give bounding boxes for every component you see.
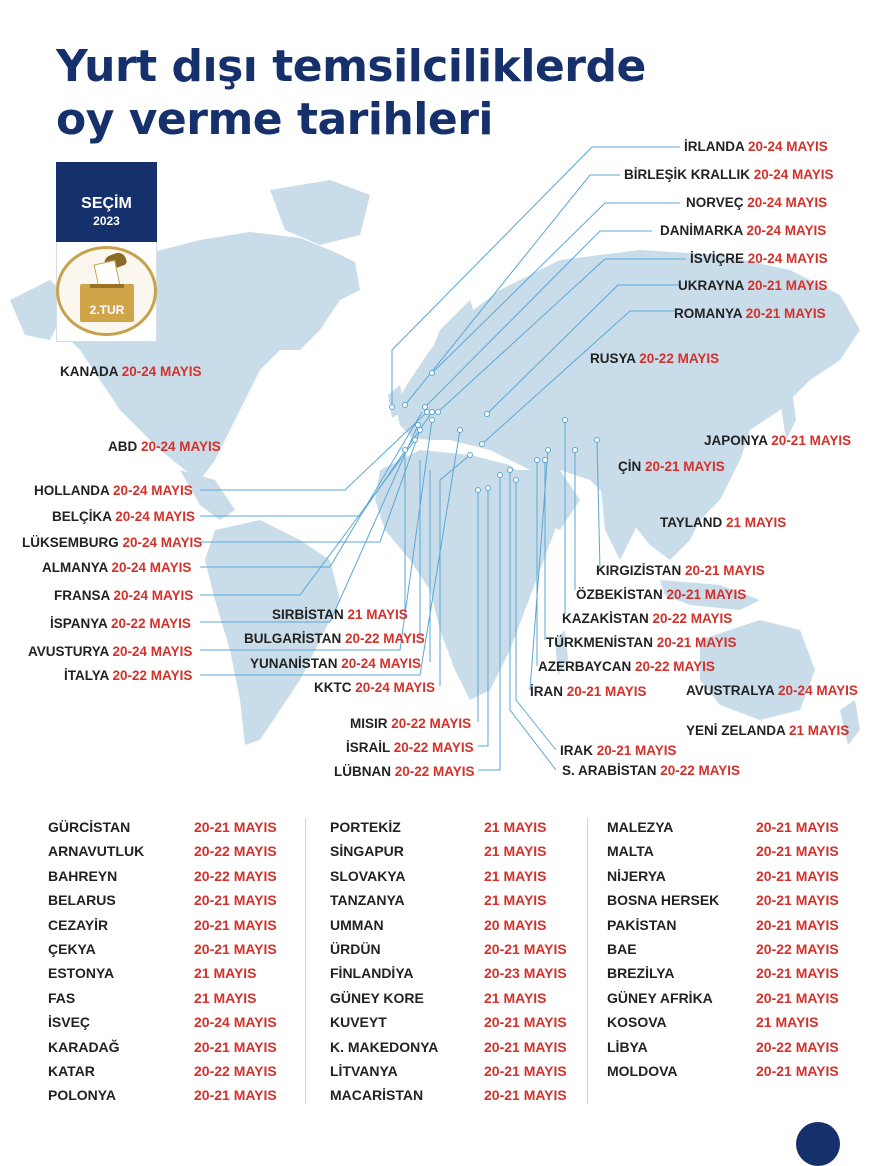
aa-logo-icon [796, 1122, 840, 1166]
map-label: KANADA 20-24 MAYIS [60, 364, 202, 379]
map-label: AVUSTRALYA 20-24 MAYIS [686, 683, 858, 698]
map-label: İSVİÇRE 20-24 MAYIS [690, 251, 828, 266]
map-label: LÜKSEMBURG 20-24 MAYIS [22, 535, 203, 550]
vote-date: 21 MAYIS [484, 867, 547, 884]
map-label: ÖZBEKİSTAN 20-21 MAYIS [576, 587, 747, 602]
vote-date: 20-21 MAYIS [194, 1038, 277, 1055]
vote-date: 20-21 MAYIS [194, 941, 277, 957]
map-label: YENİ ZELANDA 21 MAYIS [686, 723, 850, 738]
country-name: UMMAN [330, 916, 384, 933]
vote-date: 20-21 MAYIS [756, 892, 839, 909]
country-name: BELARUS [48, 892, 116, 909]
country-name: MALEZYA [607, 819, 674, 835]
title-line-2: oy verme tarihleri [56, 94, 493, 145]
map-label: HOLLANDA 20-24 MAYIS [34, 483, 193, 498]
country-name: CEZAYİR [48, 916, 109, 933]
vote-date: 20-22 MAYIS [194, 867, 277, 884]
country-name: MACARİSTAN [330, 1087, 424, 1104]
country-name: ÜRDÜN [330, 941, 381, 957]
map-label: BİRLEŞİK KRALLIK 20-24 MAYIS [624, 167, 834, 182]
map-label: ÇİN 20-21 MAYIS [618, 459, 725, 474]
vote-date: 20-21 MAYIS [194, 892, 277, 909]
country-name: BREZİLYA [607, 965, 675, 982]
map-label: NORVEÇ 20-24 MAYIS [686, 195, 828, 210]
ballot-box-slot [90, 284, 124, 288]
country-name: PORTEKİZ [330, 819, 401, 835]
map-label: UKRAYNA 20-21 MAYIS [678, 278, 828, 293]
vote-date: 20-24 MAYIS [194, 1014, 277, 1031]
map-label: İSRAİL 20-22 MAYIS [346, 740, 474, 755]
map-label: İTALYA 20-22 MAYIS [64, 668, 193, 683]
country-name: KATAR [48, 1063, 95, 1079]
map-label: ROMANYA 20-21 MAYIS [674, 306, 826, 321]
map-label: İRAN 20-21 MAYIS [530, 684, 647, 699]
vote-date: 20-21 MAYIS [484, 1014, 567, 1031]
country-name: PAKİSTAN [607, 916, 677, 933]
vote-date: 20-22 MAYIS [756, 1038, 839, 1055]
country-name: BAE [607, 941, 637, 957]
badge-year: 2023 [93, 214, 120, 228]
vote-date: 21 MAYIS [756, 1014, 819, 1031]
map-label: S. ARABİSTAN 20-22 MAYIS [562, 763, 741, 778]
vote-date: 21 MAYIS [194, 989, 257, 1006]
map-label: AVUSTURYA 20-24 MAYIS [28, 644, 193, 659]
country-name: SLOVAKYA [330, 867, 406, 884]
map-label: İRLANDA 20-24 MAYIS [684, 139, 828, 154]
country-name: GÜNEY AFRİKA [607, 989, 713, 1006]
map-label: İSPANYA 20-22 MAYIS [50, 616, 191, 631]
vote-date: 20-21 MAYIS [484, 1063, 567, 1079]
page-title [56, 40, 646, 146]
vote-date: 20-22 MAYIS [756, 941, 839, 957]
country-name: İSVEÇ [48, 1014, 91, 1031]
greenland [270, 180, 370, 245]
map-label: YUNANİSTAN 20-24 MAYIS [250, 656, 422, 671]
country-name: NİJERYA [607, 867, 666, 884]
map-label: ABD 20-24 MAYIS [108, 439, 221, 454]
map-label: LÜBNAN 20-22 MAYIS [334, 764, 475, 779]
map-label: DANİMARKA 20-24 MAYIS [660, 223, 827, 238]
map-label: FRANSA 20-24 MAYIS [54, 588, 194, 603]
column-divider [587, 818, 588, 1104]
country-name: LİTVANYA [330, 1063, 398, 1079]
badge-word: SEÇİM [81, 195, 132, 212]
map-label: IRAK 20-21 MAYIS [560, 743, 677, 758]
map-label: AZERBAYCAN 20-22 MAYIS [538, 659, 715, 674]
vote-date: 21 MAYIS [484, 989, 547, 1006]
vote-date: 20-21 MAYIS [194, 916, 277, 933]
vote-date: 20-21 MAYIS [484, 1087, 567, 1104]
vote-date: 20 MAYIS [484, 916, 547, 933]
map-label: ALMANYA 20-24 MAYIS [42, 560, 192, 575]
map-label: BULGARİSTAN 20-22 MAYIS [244, 631, 425, 646]
map-label: KIRGIZİSTAN 20-21 MAYIS [596, 563, 765, 578]
vote-date: 21 MAYIS [484, 892, 547, 909]
map-label: TAYLAND 21 MAYIS [660, 515, 787, 530]
vote-date: 20-21 MAYIS [756, 1063, 839, 1079]
map-label: MISIR 20-22 MAYIS [350, 716, 472, 731]
country-name: KARADAĞ [48, 1038, 120, 1055]
country-name: BOSNA HERSEK [607, 892, 720, 909]
country-name: LİBYA [607, 1038, 648, 1055]
vote-date: 20-21 MAYIS [756, 965, 839, 982]
country-name: FAS [48, 989, 76, 1006]
title-line-1: Yurt dışı temsilciliklerde [56, 41, 646, 92]
map-label: RUSYA 20-22 MAYIS [590, 351, 720, 366]
vote-date: 20-21 MAYIS [756, 819, 839, 835]
country-name: KUVEYT [330, 1014, 387, 1031]
country-name: POLONYA [48, 1087, 116, 1104]
vote-date: 21 MAYIS [484, 843, 547, 860]
vote-date: 20-22 MAYIS [194, 1063, 277, 1079]
country-name: MALTA [607, 843, 654, 860]
column-divider [305, 818, 306, 1104]
country-name: SİNGAPUR [330, 843, 404, 860]
vote-date: 20-21 MAYIS [484, 1038, 567, 1055]
map-label: KKTC 20-24 MAYIS [314, 680, 436, 695]
country-name: TANZANYA [330, 892, 405, 909]
india [600, 480, 640, 560]
map-label: BELÇİKA 20-24 MAYIS [52, 509, 196, 524]
vote-date: 20-21 MAYIS [756, 916, 839, 933]
vote-date: 20-21 MAYIS [756, 867, 839, 884]
vote-date: 20-21 MAYIS [194, 1087, 277, 1104]
country-name: ESTONYA [48, 965, 115, 982]
country-name: GÜNEY KORE [330, 989, 424, 1006]
country-name: K. MAKEDONYA [330, 1038, 439, 1055]
map-label: SIRBİSTAN 21 MAYIS [272, 607, 408, 622]
vote-date: 20-21 MAYIS [756, 989, 839, 1006]
vote-date: 21 MAYIS [484, 819, 547, 835]
country-name: ARNAVUTLUK [48, 843, 145, 860]
vote-date: 20-21 MAYIS [484, 941, 567, 957]
country-name: MOLDOVA [607, 1063, 678, 1079]
map-label: KAZAKİSTAN 20-22 MAYIS [562, 611, 733, 626]
vote-date: 20-23 MAYIS [484, 965, 567, 982]
country-name: ÇEKYA [48, 941, 96, 957]
map-label: JAPONYA 20-21 MAYIS [704, 433, 852, 448]
vote-date: 20-22 MAYIS [194, 843, 277, 860]
vote-date: 21 MAYIS [194, 965, 257, 982]
map-label: TÜRKMENİSTAN 20-21 MAYIS [546, 635, 737, 650]
country-name: FİNLANDİYA [330, 965, 414, 982]
vote-date: 20-21 MAYIS [756, 843, 839, 860]
country-name: KOSOVA [607, 1014, 667, 1031]
badge-round: 2.TUR [89, 303, 125, 317]
vote-date: 20-21 MAYIS [194, 819, 277, 835]
country-name: BAHREYN [48, 867, 118, 884]
country-name: GÜRCİSTAN [48, 819, 131, 835]
